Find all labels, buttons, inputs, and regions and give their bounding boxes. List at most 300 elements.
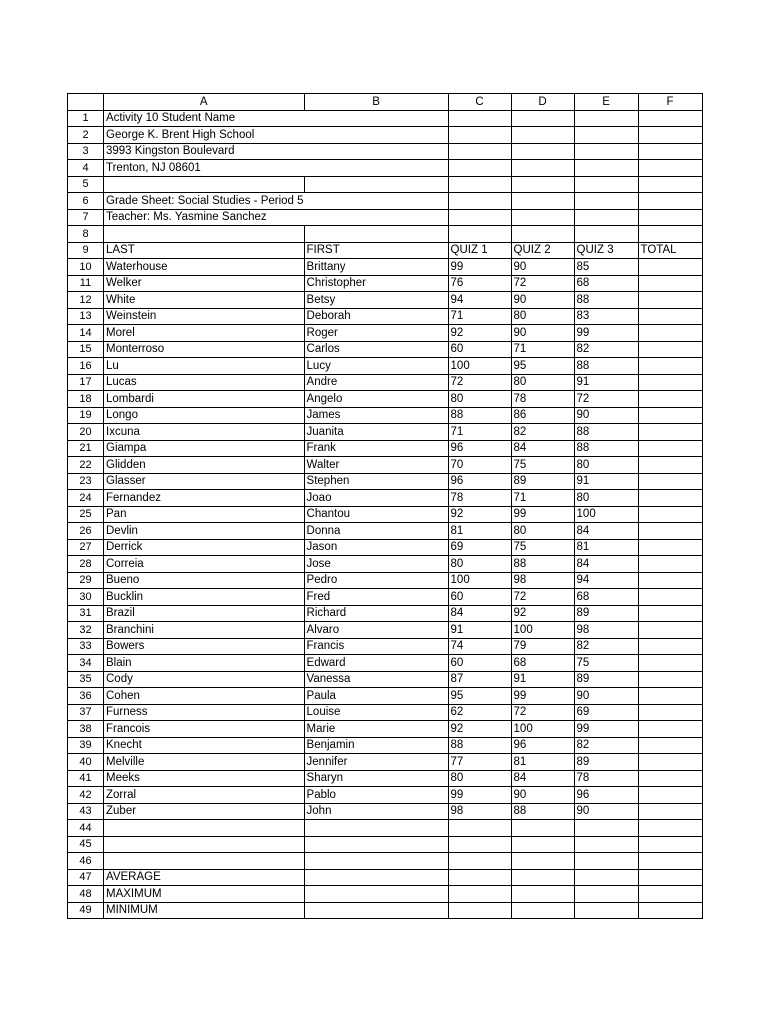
row-number[interactable]: 44 <box>68 820 104 837</box>
cell-b[interactable] <box>304 209 448 226</box>
cell-b[interactable] <box>304 226 448 243</box>
total-cell[interactable] <box>638 473 702 490</box>
row-number[interactable]: 48 <box>68 886 104 903</box>
cell-c[interactable] <box>448 886 511 903</box>
quiz-2-cell[interactable]: 80 <box>511 308 574 325</box>
quiz-3-cell[interactable]: 89 <box>574 754 638 771</box>
row-number[interactable]: 45 <box>68 836 104 853</box>
quiz-1-cell[interactable]: 87 <box>448 671 511 688</box>
cell-f[interactable] <box>638 176 702 193</box>
column-header-e[interactable]: E <box>574 94 638 111</box>
row-number[interactable]: 42 <box>68 787 104 804</box>
cell-b[interactable] <box>304 127 448 144</box>
first-name-cell[interactable]: Marie <box>304 721 448 738</box>
cell-d[interactable] <box>511 226 574 243</box>
total-cell[interactable] <box>638 374 702 391</box>
total-cell[interactable] <box>638 770 702 787</box>
row-number[interactable]: 36 <box>68 688 104 705</box>
last-name-cell[interactable]: Ixcuna <box>104 424 305 441</box>
first-name-cell[interactable]: Lucy <box>304 358 448 375</box>
row-number[interactable]: 21 <box>68 440 104 457</box>
column-header-d[interactable]: D <box>511 94 574 111</box>
quiz-2-cell[interactable]: 82 <box>511 424 574 441</box>
last-name-cell[interactable]: White <box>104 292 305 309</box>
first-name-cell[interactable]: Richard <box>304 605 448 622</box>
cell-e[interactable] <box>574 110 638 127</box>
total-cell[interactable] <box>638 803 702 820</box>
cell-d[interactable] <box>511 869 574 886</box>
last-name-cell[interactable]: Bucklin <box>104 589 305 606</box>
cell-b[interactable] <box>304 160 448 177</box>
cell-e[interactable] <box>574 176 638 193</box>
cell-e[interactable] <box>574 853 638 870</box>
cell-f[interactable] <box>638 193 702 210</box>
quiz-3-cell[interactable]: 68 <box>574 589 638 606</box>
info-cell-a[interactable]: Grade Sheet: Social Studies - Period 5 <box>104 193 305 210</box>
first-name-cell[interactable]: John <box>304 803 448 820</box>
first-name-cell[interactable]: Stephen <box>304 473 448 490</box>
quiz-2-cell[interactable]: 90 <box>511 259 574 276</box>
quiz-3-cell[interactable]: 80 <box>574 457 638 474</box>
row-number[interactable]: 26 <box>68 523 104 540</box>
quiz-1-cell[interactable]: 78 <box>448 490 511 507</box>
cell-e[interactable] <box>574 193 638 210</box>
header-first[interactable]: FIRST <box>304 242 448 259</box>
row-number[interactable]: 27 <box>68 539 104 556</box>
header-quiz-2[interactable]: QUIZ 2 <box>511 242 574 259</box>
quiz-2-cell[interactable]: 80 <box>511 523 574 540</box>
row-number[interactable]: 40 <box>68 754 104 771</box>
first-name-cell[interactable]: Francis <box>304 638 448 655</box>
total-cell[interactable] <box>638 391 702 408</box>
cell-e[interactable] <box>574 820 638 837</box>
last-name-cell[interactable]: Zorral <box>104 787 305 804</box>
corner-cell[interactable] <box>68 94 104 111</box>
row-number[interactable]: 33 <box>68 638 104 655</box>
total-cell[interactable] <box>638 638 702 655</box>
total-cell[interactable] <box>638 325 702 342</box>
last-name-cell[interactable]: Welker <box>104 275 305 292</box>
last-name-cell[interactable]: Lu <box>104 358 305 375</box>
total-cell[interactable] <box>638 341 702 358</box>
quiz-3-cell[interactable]: 82 <box>574 638 638 655</box>
last-name-cell[interactable]: Meeks <box>104 770 305 787</box>
header-total[interactable]: TOTAL <box>638 242 702 259</box>
column-header-c[interactable]: C <box>448 94 511 111</box>
cell-f[interactable] <box>638 820 702 837</box>
cell-c[interactable] <box>448 193 511 210</box>
quiz-1-cell[interactable]: 60 <box>448 655 511 672</box>
row-number[interactable]: 28 <box>68 556 104 573</box>
first-name-cell[interactable]: Fred <box>304 589 448 606</box>
quiz-3-cell[interactable]: 83 <box>574 308 638 325</box>
quiz-2-cell[interactable]: 90 <box>511 787 574 804</box>
cell-b[interactable] <box>304 143 448 160</box>
first-name-cell[interactable]: Benjamin <box>304 737 448 754</box>
quiz-2-cell[interactable]: 75 <box>511 457 574 474</box>
quiz-2-cell[interactable]: 95 <box>511 358 574 375</box>
column-header-b[interactable]: B <box>304 94 448 111</box>
quiz-3-cell[interactable]: 84 <box>574 556 638 573</box>
quiz-2-cell[interactable]: 84 <box>511 770 574 787</box>
last-name-cell[interactable]: Correia <box>104 556 305 573</box>
last-name-cell[interactable]: Brazil <box>104 605 305 622</box>
quiz-2-cell[interactable]: 71 <box>511 341 574 358</box>
quiz-3-cell[interactable]: 72 <box>574 391 638 408</box>
quiz-3-cell[interactable]: 80 <box>574 490 638 507</box>
row-number[interactable]: 49 <box>68 902 104 919</box>
cell-c[interactable] <box>448 110 511 127</box>
row-number[interactable]: 34 <box>68 655 104 672</box>
quiz-2-cell[interactable]: 88 <box>511 803 574 820</box>
first-name-cell[interactable]: Juanita <box>304 424 448 441</box>
total-cell[interactable] <box>638 275 702 292</box>
first-name-cell[interactable]: Edward <box>304 655 448 672</box>
first-name-cell[interactable]: Pedro <box>304 572 448 589</box>
last-name-cell[interactable]: Weinstein <box>104 308 305 325</box>
total-cell[interactable] <box>638 556 702 573</box>
total-cell[interactable] <box>638 671 702 688</box>
quiz-2-cell[interactable]: 79 <box>511 638 574 655</box>
last-name-cell[interactable]: Furness <box>104 704 305 721</box>
quiz-2-cell[interactable]: 90 <box>511 325 574 342</box>
last-name-cell[interactable]: Giampa <box>104 440 305 457</box>
quiz-3-cell[interactable]: 91 <box>574 374 638 391</box>
last-name-cell[interactable]: Fernandez <box>104 490 305 507</box>
summary-label-cell[interactable]: MINIMUM <box>104 902 305 919</box>
cell-b[interactable] <box>304 110 448 127</box>
quiz-2-cell[interactable]: 84 <box>511 440 574 457</box>
cell-d[interactable] <box>511 193 574 210</box>
total-cell[interactable] <box>638 655 702 672</box>
row-number[interactable]: 24 <box>68 490 104 507</box>
cell-d[interactable] <box>511 127 574 144</box>
quiz-3-cell[interactable]: 91 <box>574 473 638 490</box>
quiz-2-cell[interactable]: 72 <box>511 275 574 292</box>
quiz-3-cell[interactable]: 98 <box>574 622 638 639</box>
quiz-2-cell[interactable]: 89 <box>511 473 574 490</box>
last-name-cell[interactable]: Pan <box>104 506 305 523</box>
last-name-cell[interactable]: Cody <box>104 671 305 688</box>
first-name-cell[interactable]: Jose <box>304 556 448 573</box>
first-name-cell[interactable]: Roger <box>304 325 448 342</box>
quiz-3-cell[interactable]: 78 <box>574 770 638 787</box>
quiz-1-cell[interactable]: 70 <box>448 457 511 474</box>
last-name-cell[interactable]: Knecht <box>104 737 305 754</box>
total-cell[interactable] <box>638 737 702 754</box>
quiz-2-cell[interactable]: 86 <box>511 407 574 424</box>
row-number[interactable]: 39 <box>68 737 104 754</box>
quiz-1-cell[interactable]: 100 <box>448 358 511 375</box>
row-number[interactable]: 2 <box>68 127 104 144</box>
quiz-3-cell[interactable]: 84 <box>574 523 638 540</box>
last-name-cell[interactable]: Morel <box>104 325 305 342</box>
row-number[interactable]: 37 <box>68 704 104 721</box>
last-name-cell[interactable]: Waterhouse <box>104 259 305 276</box>
quiz-2-cell[interactable]: 98 <box>511 572 574 589</box>
first-name-cell[interactable]: Frank <box>304 440 448 457</box>
quiz-2-cell[interactable]: 68 <box>511 655 574 672</box>
row-number[interactable]: 7 <box>68 209 104 226</box>
total-cell[interactable] <box>638 259 702 276</box>
row-number[interactable]: 30 <box>68 589 104 606</box>
quiz-3-cell[interactable]: 88 <box>574 292 638 309</box>
cell-c[interactable] <box>448 209 511 226</box>
cell-a[interactable] <box>104 820 305 837</box>
quiz-3-cell[interactable]: 90 <box>574 407 638 424</box>
quiz-3-cell[interactable]: 88 <box>574 358 638 375</box>
cell-d[interactable] <box>511 836 574 853</box>
cell-f[interactable] <box>638 160 702 177</box>
quiz-2-cell[interactable]: 96 <box>511 737 574 754</box>
quiz-3-cell[interactable]: 90 <box>574 803 638 820</box>
first-name-cell[interactable]: Christopher <box>304 275 448 292</box>
last-name-cell[interactable]: Glidden <box>104 457 305 474</box>
quiz-1-cell[interactable]: 74 <box>448 638 511 655</box>
row-number[interactable]: 11 <box>68 275 104 292</box>
quiz-3-cell[interactable]: 85 <box>574 259 638 276</box>
row-number[interactable]: 23 <box>68 473 104 490</box>
row-number[interactable]: 25 <box>68 506 104 523</box>
last-name-cell[interactable]: Zuber <box>104 803 305 820</box>
first-name-cell[interactable]: Deborah <box>304 308 448 325</box>
quiz-1-cell[interactable]: 80 <box>448 391 511 408</box>
row-number[interactable]: 29 <box>68 572 104 589</box>
quiz-3-cell[interactable]: 99 <box>574 721 638 738</box>
cell-b[interactable] <box>304 902 448 919</box>
quiz-1-cell[interactable]: 92 <box>448 325 511 342</box>
cell-c[interactable] <box>448 820 511 837</box>
first-name-cell[interactable]: Donna <box>304 523 448 540</box>
last-name-cell[interactable]: Derrick <box>104 539 305 556</box>
cell-b[interactable] <box>304 176 448 193</box>
row-number[interactable]: 35 <box>68 671 104 688</box>
first-name-cell[interactable]: Vanessa <box>304 671 448 688</box>
last-name-cell[interactable]: Glasser <box>104 473 305 490</box>
header-last[interactable]: LAST <box>104 242 305 259</box>
total-cell[interactable] <box>638 440 702 457</box>
quiz-1-cell[interactable]: 92 <box>448 506 511 523</box>
total-cell[interactable] <box>638 424 702 441</box>
total-cell[interactable] <box>638 589 702 606</box>
quiz-3-cell[interactable]: 69 <box>574 704 638 721</box>
quiz-1-cell[interactable]: 88 <box>448 737 511 754</box>
total-cell[interactable] <box>638 622 702 639</box>
cell-c[interactable] <box>448 869 511 886</box>
info-cell-a[interactable]: George K. Brent High School <box>104 127 305 144</box>
info-cell-a[interactable]: Teacher: Ms. Yasmine Sanchez <box>104 209 305 226</box>
last-name-cell[interactable]: Bowers <box>104 638 305 655</box>
row-number[interactable]: 13 <box>68 308 104 325</box>
first-name-cell[interactable]: James <box>304 407 448 424</box>
quiz-1-cell[interactable]: 81 <box>448 523 511 540</box>
cell-f[interactable] <box>638 226 702 243</box>
cell-f[interactable] <box>638 902 702 919</box>
info-cell-a[interactable]: Activity 10 Student Name <box>104 110 305 127</box>
cell-e[interactable] <box>574 886 638 903</box>
quiz-1-cell[interactable]: 99 <box>448 259 511 276</box>
first-name-cell[interactable]: Sharyn <box>304 770 448 787</box>
cell-d[interactable] <box>511 820 574 837</box>
quiz-1-cell[interactable]: 88 <box>448 407 511 424</box>
quiz-1-cell[interactable]: 69 <box>448 539 511 556</box>
row-number[interactable]: 17 <box>68 374 104 391</box>
row-number[interactable]: 20 <box>68 424 104 441</box>
cell-e[interactable] <box>574 127 638 144</box>
quiz-3-cell[interactable]: 89 <box>574 671 638 688</box>
quiz-3-cell[interactable]: 89 <box>574 605 638 622</box>
first-name-cell[interactable]: Jason <box>304 539 448 556</box>
row-number[interactable]: 16 <box>68 358 104 375</box>
total-cell[interactable] <box>638 605 702 622</box>
cell-d[interactable] <box>511 886 574 903</box>
header-quiz-3[interactable]: QUIZ 3 <box>574 242 638 259</box>
quiz-3-cell[interactable]: 94 <box>574 572 638 589</box>
info-cell-a[interactable]: Trenton, NJ 08601 <box>104 160 305 177</box>
quiz-2-cell[interactable]: 99 <box>511 688 574 705</box>
last-name-cell[interactable]: Branchini <box>104 622 305 639</box>
quiz-2-cell[interactable]: 81 <box>511 754 574 771</box>
first-name-cell[interactable]: Betsy <box>304 292 448 309</box>
cell-c[interactable] <box>448 902 511 919</box>
last-name-cell[interactable]: Bueno <box>104 572 305 589</box>
quiz-3-cell[interactable]: 100 <box>574 506 638 523</box>
total-cell[interactable] <box>638 358 702 375</box>
row-number[interactable]: 8 <box>68 226 104 243</box>
cell-e[interactable] <box>574 143 638 160</box>
cell-e[interactable] <box>574 209 638 226</box>
cell-e[interactable] <box>574 836 638 853</box>
quiz-3-cell[interactable]: 75 <box>574 655 638 672</box>
cell-e[interactable] <box>574 869 638 886</box>
cell-b[interactable] <box>304 869 448 886</box>
first-name-cell[interactable]: Chantou <box>304 506 448 523</box>
cell-a[interactable] <box>104 836 305 853</box>
quiz-1-cell[interactable]: 99 <box>448 787 511 804</box>
quiz-1-cell[interactable]: 100 <box>448 572 511 589</box>
row-number[interactable]: 43 <box>68 803 104 820</box>
row-number[interactable]: 38 <box>68 721 104 738</box>
last-name-cell[interactable]: Lombardi <box>104 391 305 408</box>
quiz-1-cell[interactable]: 77 <box>448 754 511 771</box>
total-cell[interactable] <box>638 539 702 556</box>
cell-c[interactable] <box>448 226 511 243</box>
first-name-cell[interactable]: Joao <box>304 490 448 507</box>
total-cell[interactable] <box>638 688 702 705</box>
quiz-3-cell[interactable]: 88 <box>574 424 638 441</box>
last-name-cell[interactable]: Lucas <box>104 374 305 391</box>
quiz-2-cell[interactable]: 72 <box>511 589 574 606</box>
total-cell[interactable] <box>638 407 702 424</box>
quiz-1-cell[interactable]: 96 <box>448 473 511 490</box>
first-name-cell[interactable]: Pablo <box>304 787 448 804</box>
cell-d[interactable] <box>511 902 574 919</box>
first-name-cell[interactable]: Alvaro <box>304 622 448 639</box>
first-name-cell[interactable]: Jennifer <box>304 754 448 771</box>
total-cell[interactable] <box>638 754 702 771</box>
cell-f[interactable] <box>638 853 702 870</box>
last-name-cell[interactable]: Devlin <box>104 523 305 540</box>
quiz-3-cell[interactable]: 99 <box>574 325 638 342</box>
info-cell-a[interactable]: 3993 Kingston Boulevard <box>104 143 305 160</box>
row-number[interactable]: 18 <box>68 391 104 408</box>
quiz-1-cell[interactable]: 98 <box>448 803 511 820</box>
cell-f[interactable] <box>638 886 702 903</box>
last-name-cell[interactable]: Monterroso <box>104 341 305 358</box>
quiz-1-cell[interactable]: 76 <box>448 275 511 292</box>
cell-f[interactable] <box>638 869 702 886</box>
total-cell[interactable] <box>638 787 702 804</box>
row-number[interactable]: 3 <box>68 143 104 160</box>
quiz-2-cell[interactable]: 72 <box>511 704 574 721</box>
last-name-cell[interactable]: Longo <box>104 407 305 424</box>
quiz-2-cell[interactable]: 78 <box>511 391 574 408</box>
quiz-3-cell[interactable]: 96 <box>574 787 638 804</box>
quiz-3-cell[interactable]: 88 <box>574 440 638 457</box>
first-name-cell[interactable]: Brittany <box>304 259 448 276</box>
cell-f[interactable] <box>638 110 702 127</box>
cell-e[interactable] <box>574 902 638 919</box>
quiz-2-cell[interactable]: 75 <box>511 539 574 556</box>
cell-f[interactable] <box>638 836 702 853</box>
last-name-cell[interactable]: Blain <box>104 655 305 672</box>
cell-d[interactable] <box>511 853 574 870</box>
quiz-2-cell[interactable]: 100 <box>511 721 574 738</box>
quiz-1-cell[interactable]: 91 <box>448 622 511 639</box>
cell-d[interactable] <box>511 176 574 193</box>
row-number[interactable]: 41 <box>68 770 104 787</box>
total-cell[interactable] <box>638 721 702 738</box>
first-name-cell[interactable]: Walter <box>304 457 448 474</box>
cell-f[interactable] <box>638 127 702 144</box>
quiz-2-cell[interactable]: 71 <box>511 490 574 507</box>
quiz-2-cell[interactable]: 99 <box>511 506 574 523</box>
cell-e[interactable] <box>574 160 638 177</box>
quiz-3-cell[interactable]: 81 <box>574 539 638 556</box>
first-name-cell[interactable]: Louise <box>304 704 448 721</box>
total-cell[interactable] <box>638 490 702 507</box>
quiz-3-cell[interactable]: 90 <box>574 688 638 705</box>
row-number[interactable]: 15 <box>68 341 104 358</box>
cell-d[interactable] <box>511 143 574 160</box>
quiz-2-cell[interactable]: 80 <box>511 374 574 391</box>
total-cell[interactable] <box>638 292 702 309</box>
quiz-1-cell[interactable]: 94 <box>448 292 511 309</box>
quiz-3-cell[interactable]: 82 <box>574 737 638 754</box>
cell-c[interactable] <box>448 160 511 177</box>
row-number[interactable]: 19 <box>68 407 104 424</box>
quiz-1-cell[interactable]: 84 <box>448 605 511 622</box>
quiz-1-cell[interactable]: 71 <box>448 308 511 325</box>
quiz-3-cell[interactable]: 68 <box>574 275 638 292</box>
total-cell[interactable] <box>638 704 702 721</box>
row-number[interactable]: 47 <box>68 869 104 886</box>
cell-e[interactable] <box>574 226 638 243</box>
header-quiz-1[interactable]: QUIZ 1 <box>448 242 511 259</box>
row-number[interactable]: 46 <box>68 853 104 870</box>
cell-d[interactable] <box>511 160 574 177</box>
row-number[interactable]: 4 <box>68 160 104 177</box>
cell-b[interactable] <box>304 836 448 853</box>
quiz-1-cell[interactable]: 60 <box>448 341 511 358</box>
quiz-1-cell[interactable]: 80 <box>448 556 511 573</box>
info-cell-a[interactable] <box>104 176 305 193</box>
row-number[interactable]: 14 <box>68 325 104 342</box>
cell-c[interactable] <box>448 836 511 853</box>
cell-b[interactable] <box>304 886 448 903</box>
row-number[interactable]: 6 <box>68 193 104 210</box>
total-cell[interactable] <box>638 572 702 589</box>
